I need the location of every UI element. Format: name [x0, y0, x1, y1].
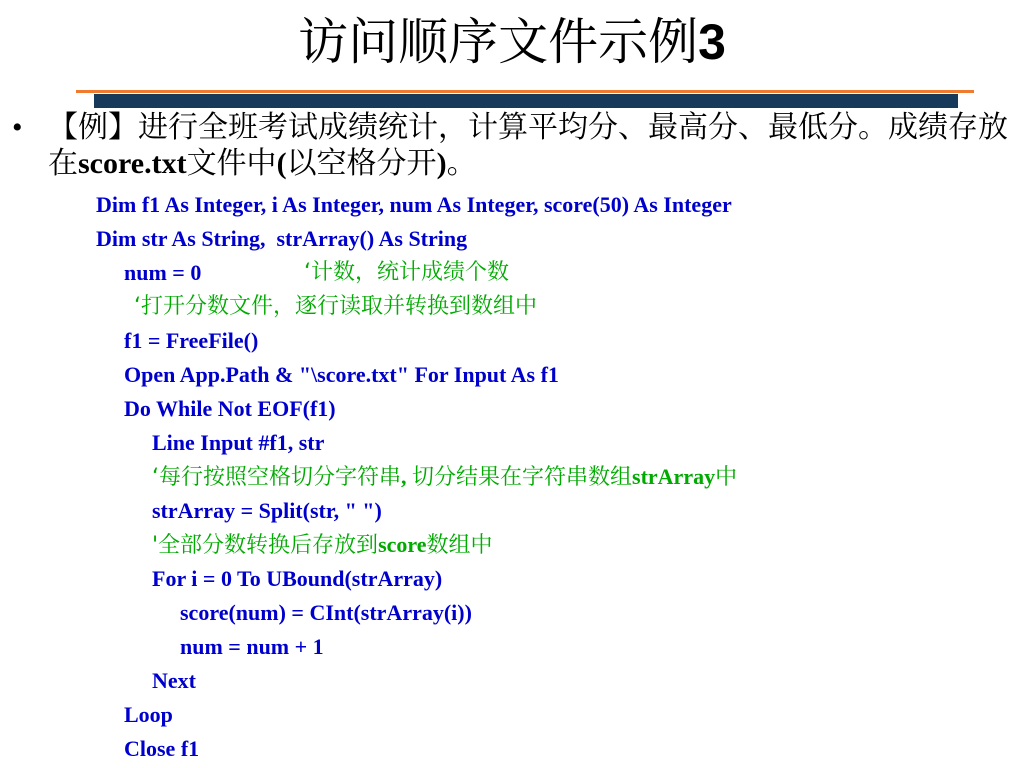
- title-underline-shadow: [94, 94, 958, 108]
- code-comment-count: ‘计数，统计成绩个数: [304, 260, 509, 285]
- code-line-freefile: f1 = FreeFile(): [124, 328, 259, 353]
- intro-text-4: 。: [446, 147, 477, 180]
- intro-paren-close: ): [436, 147, 447, 180]
- slide-title: [0, 6, 1024, 78]
- intro-text-2: 文件中: [186, 147, 277, 180]
- code-line-loop: Loop: [124, 702, 173, 727]
- code-comment-convert: [152, 528, 493, 562]
- bullet-icon: •: [12, 111, 23, 144]
- comment-split-d: strArray: [632, 464, 716, 489]
- comment-split-a: ‘每行按照空格切分字符串: [152, 465, 401, 490]
- code-line-num-init: num = 0: [124, 260, 202, 285]
- intro-text-1: 【例】进行全班考试成绩统计，计算平均分、最高分、最低分。成绩存放在: [48, 111, 1008, 180]
- intro-text-3: 以空格分开: [286, 147, 437, 180]
- code-line-next: Next: [152, 668, 196, 693]
- title-text: 访问顺序文件示例: [298, 13, 699, 71]
- comment-convert-a: '全部分数转换后存放到: [152, 533, 379, 558]
- intro-filename: score.txt: [78, 147, 187, 180]
- code-line-dim-integers: Dim f1 As Integer, i As Integer, num As Integer, score(50) As Integer: [96, 192, 732, 217]
- code-line-split: strArray = Split(str, " "): [152, 498, 382, 523]
- code-comment-open-file: ‘打开分数文件，逐行读取并转换到数组中: [134, 294, 537, 319]
- code-line-open: Open App.Path & "\score.txt" For Input As f1: [124, 362, 559, 387]
- comment-convert-b: score: [378, 532, 427, 557]
- intro-paragraph: [48, 110, 1014, 182]
- comment-split-b: ,: [401, 464, 412, 489]
- code-line-do-while: Do While Not EOF(f1): [124, 396, 336, 421]
- code-line-dim-strings: Dim str As String, strArray() As String: [96, 226, 468, 251]
- code-line-line-input: Line Input #f1, str: [152, 430, 325, 455]
- code-line-score-assign: score(num) = CInt(strArray(i)): [180, 600, 472, 625]
- code-comment-split: [152, 460, 737, 494]
- comment-split-c: 切分结果在字符串数组: [412, 465, 633, 490]
- code-line-close: Close f1: [124, 736, 200, 761]
- intro-paren-open: (: [276, 147, 287, 180]
- comment-convert-c: 数组中: [426, 533, 493, 558]
- title-number: 3: [698, 14, 726, 70]
- title-underline: [76, 90, 974, 93]
- comment-split-e: 中: [715, 465, 738, 490]
- code-line-for: For i = 0 To UBound(strArray): [152, 566, 443, 591]
- code-line-num-increment: num = num + 1: [180, 634, 324, 659]
